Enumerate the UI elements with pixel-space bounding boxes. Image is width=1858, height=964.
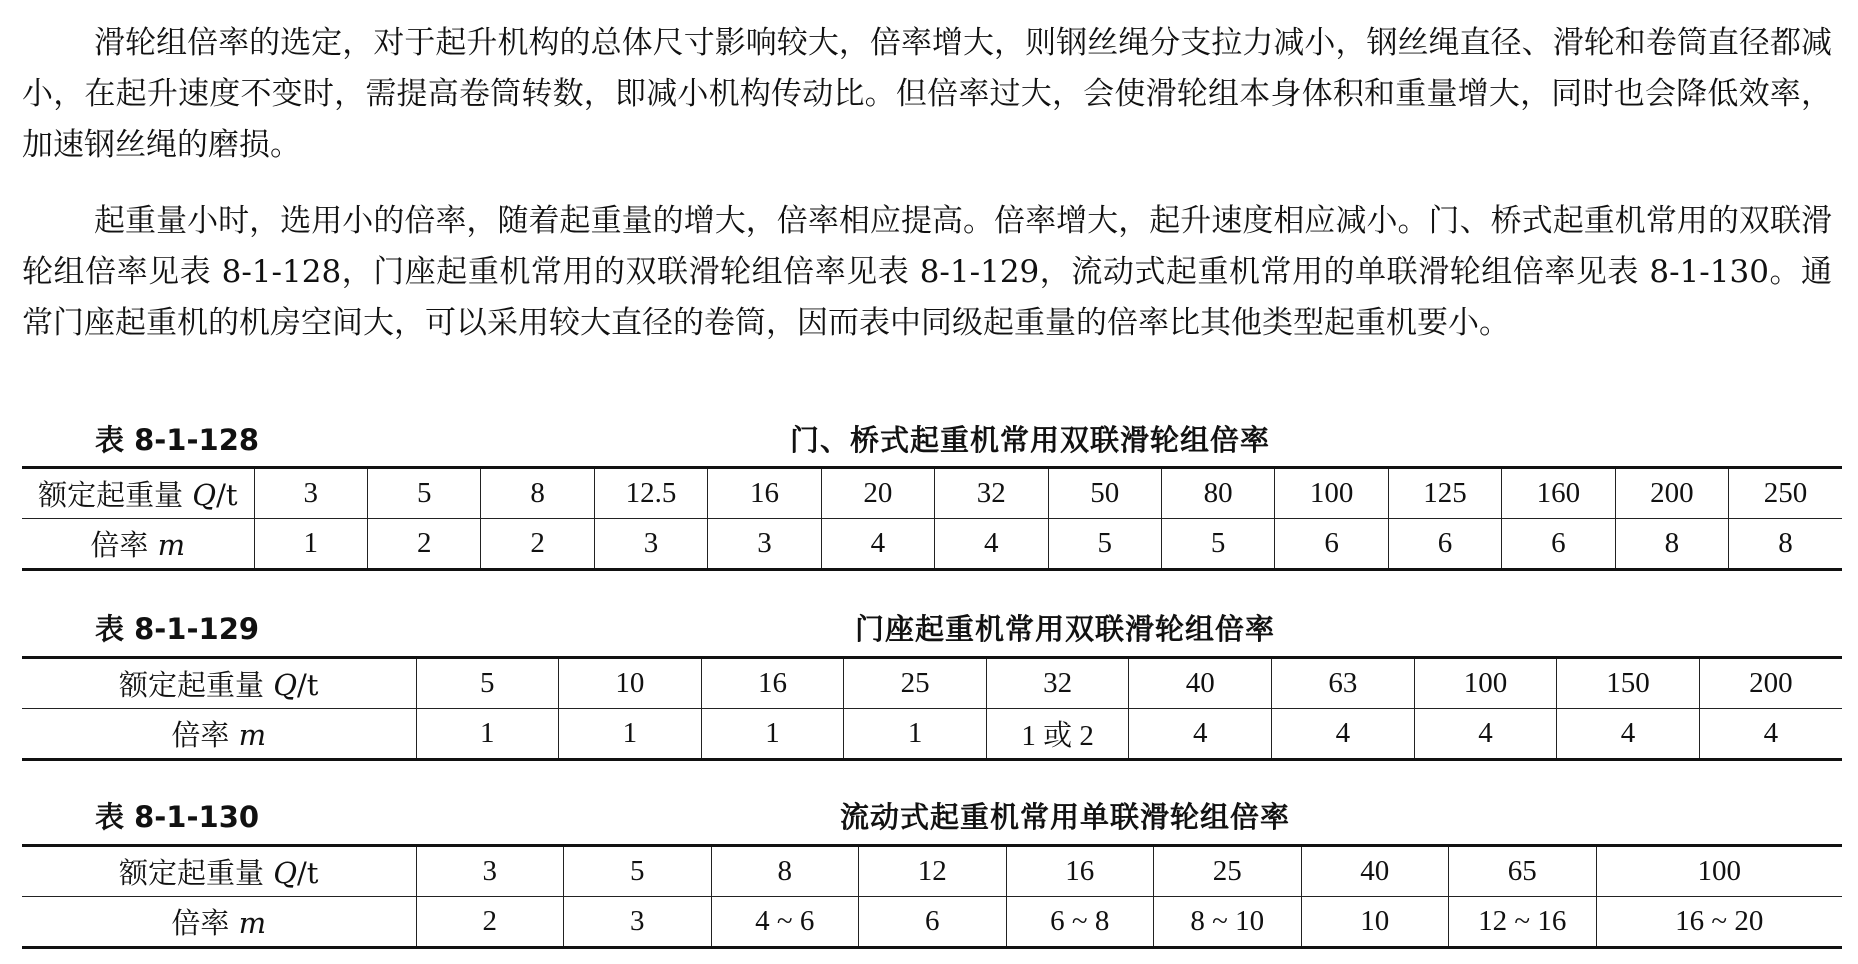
table-130-title: 流动式起重机常用单联滑轮组倍率 [839, 800, 1290, 834]
table-cell: 6 [1502, 519, 1615, 570]
table-cell: 40 [1129, 658, 1272, 709]
table-cell: 63 [1272, 658, 1415, 709]
paragraph-2: 起重量小时，选用小的倍率，随着起重量的增大，倍率相应提高。倍率增大，起升速度相应减小。门、桥式起重机常用的双联滑轮组倍率见表 8-1-128，门座起重机常用的双联滑轮组倍率见表 8-1-129，流动式起重机常用的单联滑轮组倍率见表 8-1-130。通常门座起重机的机房空间大，可以采用较大直径的卷筒，因而表中同级起重量的倍率比其他类型起重机要小。 [22, 203, 1832, 341]
table-cell: 16 ~ 20 [1596, 897, 1842, 948]
table-130-capacity-row [22, 846, 1842, 897]
table-130 [22, 844, 1842, 949]
table-cell: 200 [1615, 468, 1728, 519]
table-cell: 10 [559, 658, 702, 709]
table-cell: 3 [708, 519, 821, 570]
table-cell: 12.5 [594, 468, 707, 519]
table-cell: 2 [481, 519, 594, 570]
table-cell: 16 [1006, 846, 1154, 897]
table-cell: 250 [1729, 468, 1842, 519]
table-cell: 100 [1275, 468, 1388, 519]
table-cell: 2 [367, 519, 480, 570]
table-cell: 5 [416, 658, 559, 709]
table-129-ratio-header: 倍率 m [22, 709, 416, 760]
table-130-capacity-header: 额定起重量 Q/t [22, 846, 416, 897]
table-cell: 3 [416, 846, 564, 897]
table-cell: 80 [1161, 468, 1274, 519]
table-128-ratio-header: 倍率 m [22, 519, 254, 570]
table-cell: 200 [1699, 658, 1842, 709]
table-cell: 32 [986, 658, 1129, 709]
table-cell: 8 [481, 468, 594, 519]
table-128-capacity-row [22, 468, 1842, 519]
table-130-caption [95, 795, 1835, 839]
table-cell: 5 [367, 468, 480, 519]
table-cell: 6 [1275, 519, 1388, 570]
table-128-number: 表 8-1-128 [95, 423, 260, 457]
table-cell: 3 [564, 897, 712, 948]
table-cell: 4 [821, 519, 934, 570]
table-cell: 150 [1557, 658, 1700, 709]
table-128-capacity-header: 额定起重量 Q/t [22, 468, 254, 519]
table-cell: 25 [1154, 846, 1302, 897]
table-129-title: 门座起重机常用双联滑轮组倍率 [854, 612, 1275, 646]
table-129-caption [95, 607, 1835, 651]
table-cell: 16 [701, 658, 844, 709]
table-cell: 4 [1414, 709, 1557, 760]
table-cell: 8 ~ 10 [1154, 897, 1302, 948]
table-cell: 3 [594, 519, 707, 570]
table-128-ratio-row [22, 519, 1842, 570]
table-cell: 4 ~ 6 [711, 897, 859, 948]
table-130-ratio-row [22, 897, 1842, 948]
table-128 [22, 466, 1842, 571]
table-cell: 20 [821, 468, 934, 519]
table-cell: 16 [708, 468, 821, 519]
table-130-number: 表 8-1-130 [95, 800, 260, 834]
table-cell: 100 [1596, 846, 1842, 897]
table-cell: 6 ~ 8 [1006, 897, 1154, 948]
table-cell: 5 [564, 846, 712, 897]
table-cell: 40 [1301, 846, 1449, 897]
table-cell: 4 [1129, 709, 1272, 760]
table-cell: 1 [559, 709, 702, 760]
paragraph-1: 滑轮组倍率的选定，对于起升机构的总体尺寸影响较大，倍率增大，则钢丝绳分支拉力减小，钢丝绳直径、滑轮和卷筒直径都减小，在起升速度不变时，需提高卷筒转数，即减小机构传动比。但倍率过大，会使滑轮组本身体积和重量增大，同时也会降低效率，加速钢丝绳的磨损。 [22, 25, 1832, 163]
table-128-title: 门、桥式起重机常用双联滑轮组倍率 [789, 423, 1270, 457]
table-cell: 1 [254, 519, 367, 570]
table-cell: 25 [844, 658, 987, 709]
table-cell: 6 [1388, 519, 1501, 570]
table-cell: 10 [1301, 897, 1449, 948]
table-cell: 12 ~ 16 [1449, 897, 1597, 948]
table-cell: 1 [701, 709, 844, 760]
table-cell: 125 [1388, 468, 1501, 519]
table-cell: 2 [416, 897, 564, 948]
table-cell: 8 [711, 846, 859, 897]
table-cell: 5 [1161, 519, 1274, 570]
table-cell: 50 [1048, 468, 1161, 519]
table-cell: 1 或 2 [986, 709, 1129, 760]
table-129-capacity-row [22, 658, 1842, 709]
table-cell: 12 [859, 846, 1007, 897]
table-128-caption [95, 418, 1835, 462]
table-cell: 5 [1048, 519, 1161, 570]
table-cell: 32 [935, 468, 1048, 519]
table-cell: 4 [935, 519, 1048, 570]
table-cell: 1 [416, 709, 559, 760]
table-130-ratio-header: 倍率 m [22, 897, 416, 948]
table-129 [22, 656, 1842, 761]
table-cell: 8 [1615, 519, 1728, 570]
table-cell: 100 [1414, 658, 1557, 709]
table-cell: 65 [1449, 846, 1597, 897]
table-cell: 4 [1557, 709, 1700, 760]
table-cell: 3 [254, 468, 367, 519]
table-129-capacity-header: 额定起重量 Q/t [22, 658, 416, 709]
table-129-number: 表 8-1-129 [95, 612, 260, 646]
table-cell: 8 [1729, 519, 1842, 570]
table-cell: 160 [1502, 468, 1615, 519]
table-cell: 1 [844, 709, 987, 760]
table-129-ratio-row [22, 709, 1842, 760]
table-cell: 4 [1699, 709, 1842, 760]
table-cell: 6 [859, 897, 1007, 948]
table-cell: 4 [1272, 709, 1415, 760]
